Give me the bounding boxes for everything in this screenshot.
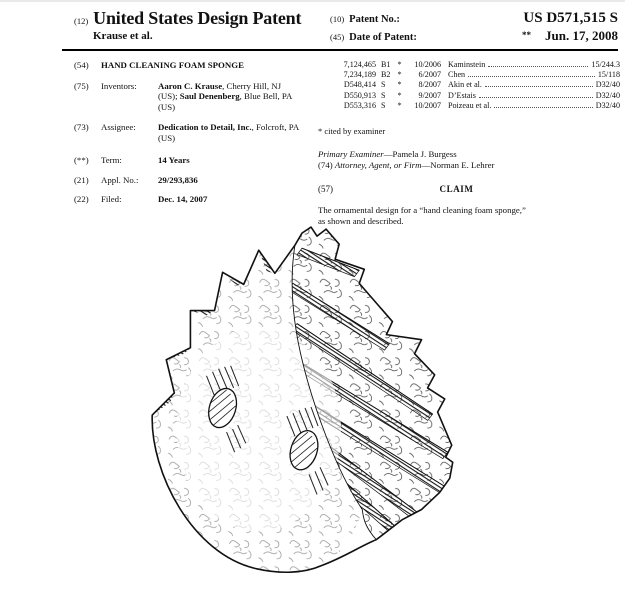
term-value: 14 Years [158,155,190,166]
ref-kind-code: S [381,80,386,90]
field-73-assignee [74,122,316,143]
patent-no-value: US D571,515 S [523,10,618,26]
field-code-73: (73) [74,122,89,133]
assignee-value [158,122,316,143]
field-term [74,155,316,166]
header-divider-rule [62,49,618,51]
ref-examiner-star: * [397,60,402,69]
foam-sponge-gear-drawing [106,223,508,595]
header-left [74,8,301,42]
patent-figure [106,223,508,595]
ref-kind-code: B2 [381,70,391,80]
ref-examiner-star: * [397,90,402,100]
inventor-1-name: Aaron C. Krause [158,80,223,91]
ref-date: 9/2007 [418,90,441,100]
ref-name: Chen [448,70,466,80]
primary-examiner-line [318,149,620,160]
appl-no-value: 29/293,836 [158,174,198,185]
inventors-value [158,81,316,113]
field-code-74: (74) [318,160,333,171]
attorney-name: —Norman E. Lehrer [421,160,495,171]
assignee-line-2: (US) [158,132,176,143]
ref-date: 10/2006 [414,60,441,69]
ref-name: Poizeau et al. [448,100,492,110]
reference-row [332,80,620,90]
ref-date: 6/2007 [418,70,441,80]
ref-patent-number: 7,124,465 [343,60,376,69]
ref-name: Akin et al. [448,80,482,90]
primary-examiner-label: Primary Examiner [318,148,384,159]
field-code-12: (12) [74,16,89,26]
inventor-line-1 [158,81,281,91]
cited-by-examiner-note: * cited by examiner [318,125,386,136]
ref-examiner-star: * [397,70,402,80]
claim-line-1: The ornamental design for a “hand cleaning foam sponge,” [318,204,526,215]
date-text: Jun. 17, 2008 [545,28,618,43]
claim-title: CLAIM [439,183,474,194]
ref-name: Kaminstein [448,60,486,69]
ref-kind-code: B1 [381,60,391,69]
field-code-21: (21) [74,174,89,185]
inventor-line-3: (US) [158,101,176,112]
ref-patent-number: D553,316 [343,100,376,110]
field-code-22: (22) [74,194,89,205]
ref-class: D32/40 [595,90,620,100]
field-75-inventors [74,81,316,113]
field-code-75: (75) [74,80,89,91]
dotted-leader [494,107,592,108]
reference-row [332,60,620,70]
inventor-1-location: , Cherry Hill, NJ [222,80,281,91]
references-column [318,60,620,227]
inventor-2-prefix: (US); [158,91,180,102]
reference-row [332,91,620,101]
date-of-patent-value [522,28,618,44]
field-54-title [74,60,316,71]
claim-header [318,184,620,195]
dotted-leader [468,76,595,77]
dotted-leader [488,66,588,67]
double-asterisk-marker: ** [522,30,532,40]
ref-patent-number: D550,913 [343,90,376,100]
term-label: Term: [101,155,122,166]
field-code-57: (57) [318,183,333,194]
field-code-54: (54) [74,60,89,70]
field-21-appl-no [74,175,316,186]
assignee-name: Dedication to Detail, Inc. [158,122,252,133]
ref-date: 10/2007 [414,100,441,110]
invention-title: HAND CLEANING FOAM SPONGE [101,60,244,70]
primary-examiner-name: —Pamela J. Burgess [383,148,457,159]
reference-row [332,101,620,111]
ref-examiner-star: * [397,80,402,90]
inventor-2-location: , Blue Bell, PA [239,91,293,102]
dotted-leader [479,97,593,98]
ref-class: D32/40 [595,80,620,90]
filed-label: Filed: [101,194,122,205]
header-right [330,10,618,45]
ref-date: 8/2007 [418,80,441,90]
attorney-line [318,160,620,171]
inventors-label: Inventors: [101,80,137,91]
field-code-term: (**) [74,155,89,166]
inventor-line-2 [158,91,292,101]
ref-patent-number: 7,234,189 [343,70,376,80]
inventor-2-name: Saul Denenberg [179,91,240,102]
filed-value: Dec. 14, 2007 [158,194,208,205]
ref-examiner-star: * [397,100,402,110]
assignee-location: , Folcroft, PA [251,122,300,133]
field-22-filed [74,194,316,205]
appl-no-label: Appl. No.: [101,174,139,185]
ref-class: 15/118 [597,70,620,80]
field-code-45: (45) [330,32,345,42]
ref-kind-code: S [381,100,386,110]
page-title: United States Design Patent [93,8,302,28]
authors-line: Krause et al. [93,30,153,42]
references-cited-table [332,60,620,111]
attorney-label: Attorney, Agent, or Firm [334,160,422,171]
ref-patent-number: D548,414 [343,80,376,90]
bibliographic-column [74,60,316,215]
assignee-label: Assignee: [101,122,136,133]
ref-class: 15/244.3 [591,60,620,69]
ref-class: D32/40 [595,100,620,110]
ref-kind-code: S [381,90,386,100]
date-of-patent-label: Date of Patent: [349,32,417,43]
field-code-10: (10) [330,14,345,24]
reference-row [332,70,620,80]
ref-name: D’Estais [448,90,476,100]
claim-line-2: as shown and described. [318,216,404,227]
dotted-leader [485,86,593,87]
patent-no-label: Patent No.: [349,14,400,25]
